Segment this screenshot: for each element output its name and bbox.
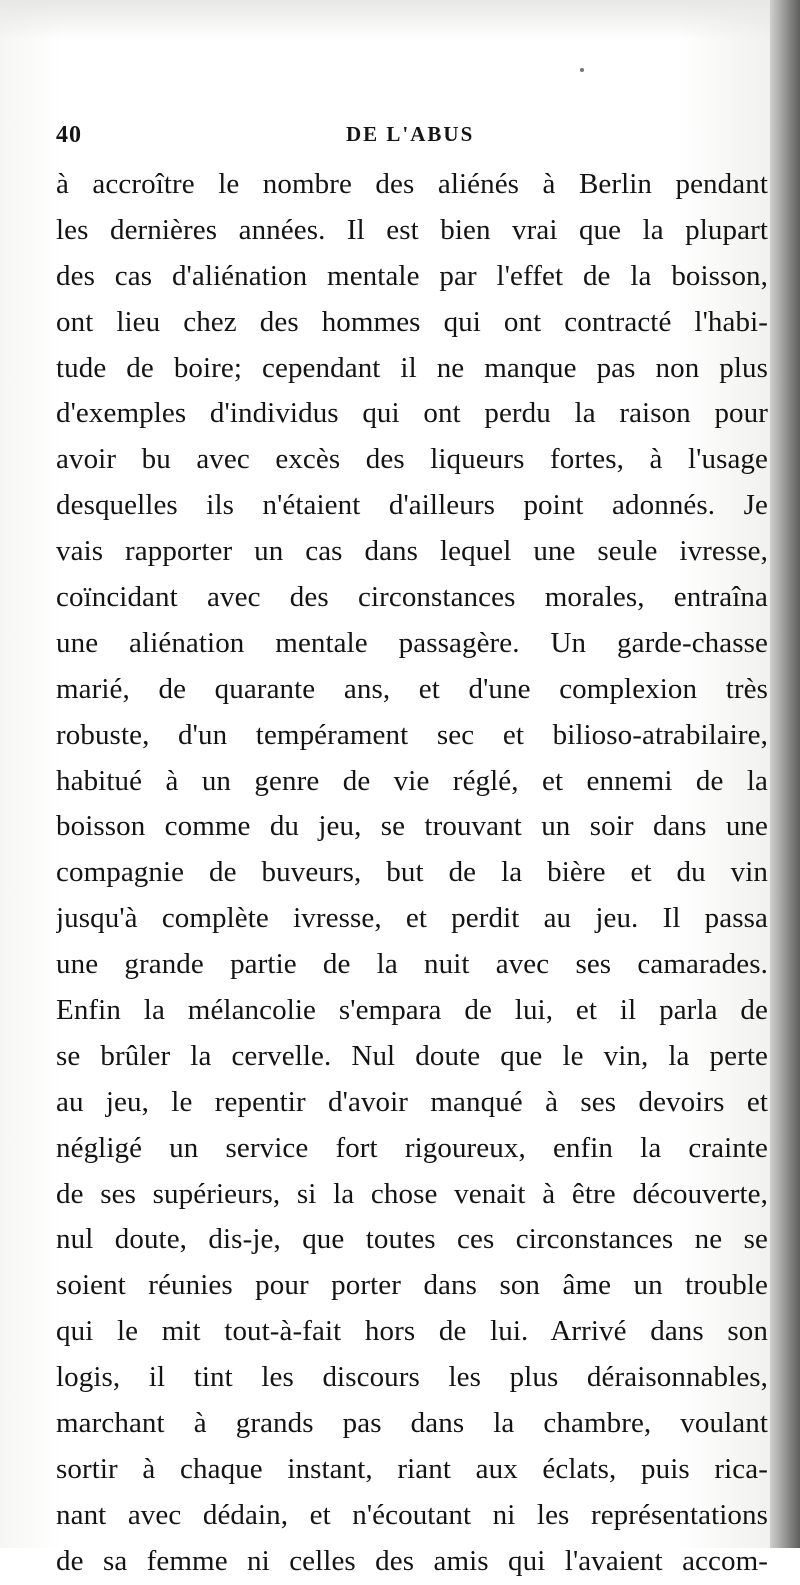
body-line-9: vais rapporter un cas dans lequel une seule ivresse, — [56, 535, 768, 568]
book-gutter-shadow — [770, 0, 800, 1548]
body-line-30: nant avec dédain, et n'écoutant ni les représentations — [56, 1498, 768, 1531]
body-line-15: boisson comme du jeu, se trouvant un soir dans une — [56, 810, 768, 843]
body-line-25: soient réunies pour porter dans son âme un trouble — [56, 1269, 768, 1302]
paper-speck — [580, 68, 584, 72]
body-line-3: des cas d'aliénation mentale par l'effet de la boisson, — [56, 259, 768, 292]
body-line-5: tude de boire; cependant il ne manque pas non plus — [56, 351, 768, 384]
page-number: 40 — [56, 122, 82, 148]
body-line-19: Enfin la mélancolie s'empara de lui, et il parla de — [56, 994, 768, 1027]
body-line-16: compagnie de buveurs, but de la bière et du vin — [56, 856, 768, 889]
body-line-18: une grande partie de la nuit avec ses camarades. — [56, 948, 768, 981]
page-top-shadow — [0, 0, 770, 40]
body-line-12: marié, de quarante ans, et d'une complexion très — [56, 672, 768, 705]
body-line-14: habitué à un genre de vie réglé, et ennemi de la — [56, 764, 768, 797]
body-line-1: à accroître le nombre des aliénés à Berlin pendant — [56, 168, 768, 200]
body-line-7: avoir bu avec excès des liqueurs fortes, à l'usage — [56, 443, 768, 476]
body-line-23: de ses supérieurs, si la chose venait à être découverte, — [56, 1177, 768, 1210]
running-head: DE L'ABUS — [346, 122, 475, 146]
body-line-8: desquelles ils n'étaient d'ailleurs point adonnés. Je — [56, 489, 768, 522]
body-line-26: qui le mit tout-à-fait hors de lui. Arrivé dans son — [56, 1315, 768, 1348]
body-line-13: robuste, d'un tempérament sec et bilioso-atrabilaire, — [56, 718, 768, 751]
body-line-27: logis, il tint les discours les plus déraisonnables, — [56, 1361, 768, 1394]
body-line-29: sortir à chaque instant, riant aux éclats, puis rica- — [56, 1452, 768, 1485]
body-line-2: les dernières années. Il est bien vrai que la plupart — [56, 213, 768, 246]
body-line-10: coïncidant avec des circonstances morales, entraîna — [56, 581, 768, 614]
body-line-22: négligé un service fort rigoureux, enfin la crainte — [56, 1131, 768, 1164]
body-line-6: d'exemples d'individus qui ont perdu la raison pour — [56, 397, 768, 430]
body-text — [56, 162, 768, 1585]
body-line-4: ont lieu chez des hommes qui ont contracté l'habi- — [56, 305, 768, 338]
page-header — [56, 122, 764, 152]
body-line-24: nul doute, dis-je, que toutes ces circonstances ne se — [56, 1223, 768, 1256]
body-line-31: de sa femme ni celles des amis qui l'avaient accom- — [56, 1544, 768, 1577]
body-line-28: marchant à grands pas dans la chambre, voulant — [56, 1407, 768, 1440]
body-line-11: une aliénation mentale passagère. Un garde-chasse — [56, 626, 768, 659]
body-line-17: jusqu'à complète ivresse, et perdit au jeu. Il passa — [56, 902, 768, 935]
body-line-21: au jeu, le repentir d'avoir manqué à ses devoirs et — [56, 1085, 768, 1118]
body-line-20: se brûler la cervelle. Nul doute que le vin, la perte — [56, 1039, 768, 1072]
